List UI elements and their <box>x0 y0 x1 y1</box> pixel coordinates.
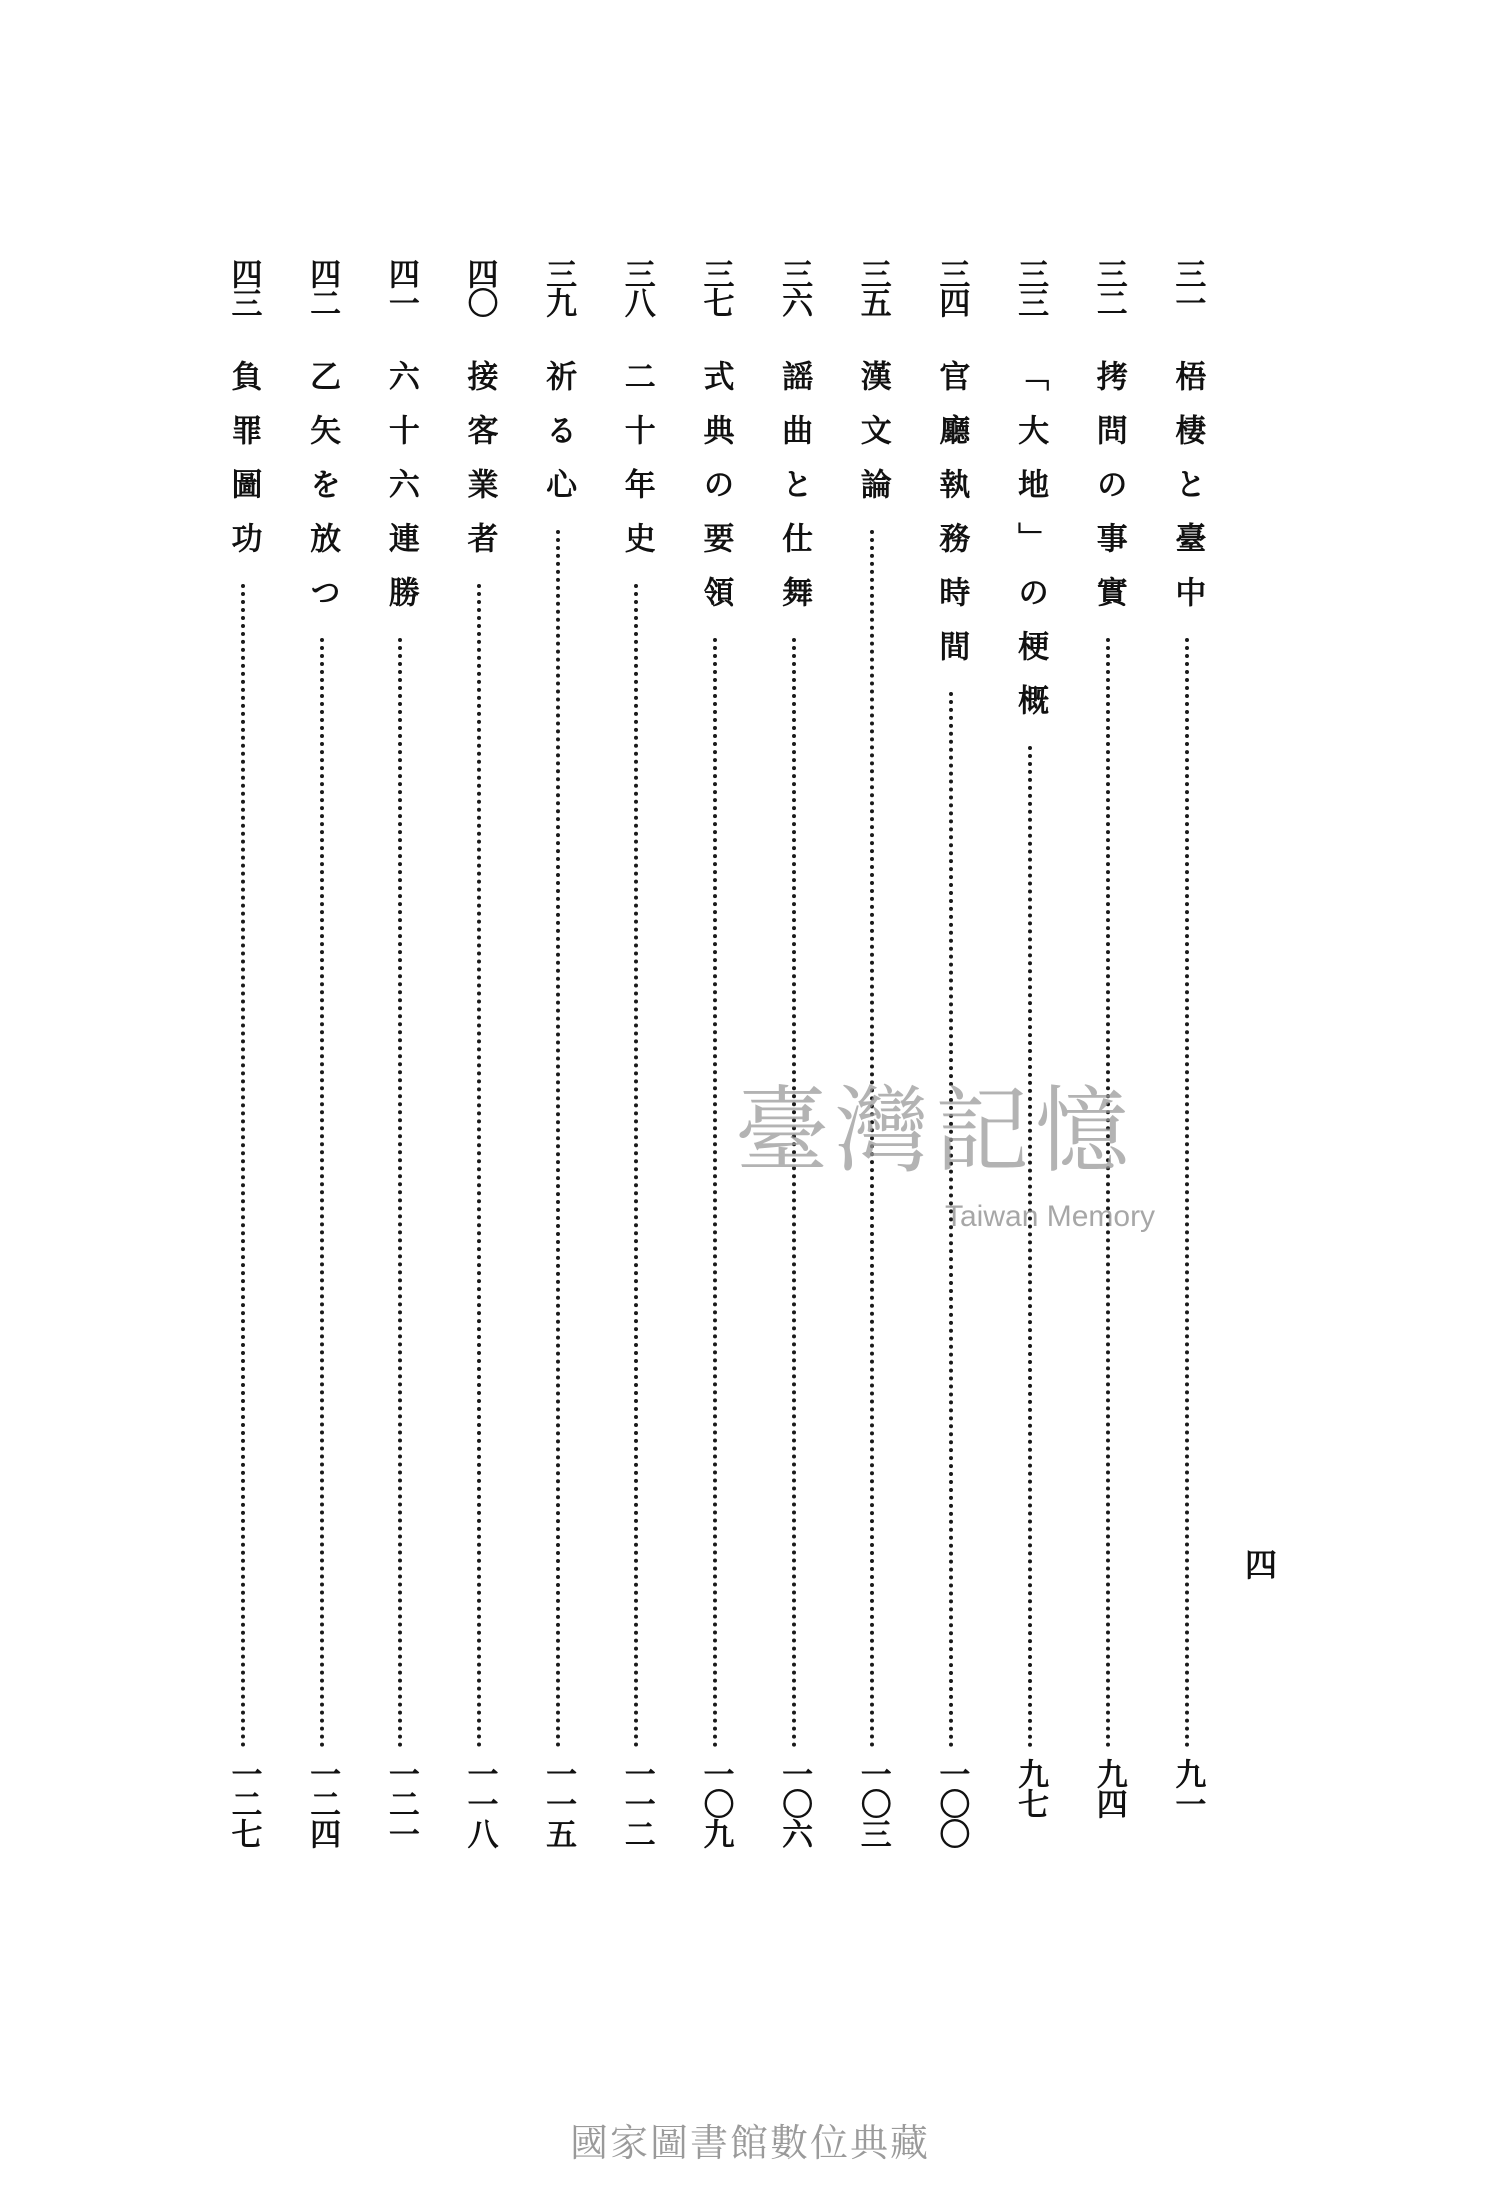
entry-number: 四二 <box>304 258 341 316</box>
entry-number: 三七 <box>697 258 734 316</box>
toc-entry <box>535 258 581 1878</box>
toc-entry <box>692 258 738 1878</box>
entry-page: 一一二 <box>618 1758 655 1848</box>
entry-page: 一〇〇 <box>933 1758 970 1848</box>
entry-title: 梧棲と臺中 <box>1169 360 1206 630</box>
entry-number: 三八 <box>618 258 655 316</box>
watermark <box>735 1077 1205 1255</box>
entry-page: 一二一 <box>382 1758 419 1848</box>
entry-number: 三一 <box>1169 258 1206 316</box>
entry-number: 三九 <box>540 258 577 316</box>
entry-page: 九七 <box>1012 1758 1049 1818</box>
entry-title: 謡曲と仕舞 <box>776 360 813 630</box>
entry-number: 三六 <box>776 258 813 316</box>
entry-page: 一一五 <box>540 1758 577 1848</box>
entry-page: 一〇九 <box>697 1758 734 1848</box>
toc-entry <box>299 258 345 1878</box>
entry-number: 三四 <box>933 258 970 316</box>
entry-page: 九四 <box>1090 1758 1127 1818</box>
dot-leader <box>398 638 402 1748</box>
entry-number: 四一 <box>382 258 419 316</box>
dot-leader <box>241 584 245 1748</box>
dot-leader <box>477 584 481 1748</box>
entry-title: 六十六連勝 <box>382 360 419 630</box>
dot-leader <box>556 530 560 1748</box>
entry-page: 一二四 <box>304 1758 341 1848</box>
toc-entry <box>613 258 659 1878</box>
toc-entry <box>377 258 423 1878</box>
entry-page: 九一 <box>1169 1758 1206 1818</box>
entry-title: 漢文論 <box>854 360 891 522</box>
entry-title: 負罪圖功 <box>225 360 262 576</box>
entry-number: 三二 <box>1090 258 1127 316</box>
toc-entry <box>220 258 266 1878</box>
entry-number: 三三 <box>1012 258 1049 316</box>
entry-number: 四三 <box>225 258 262 316</box>
toc-entry <box>771 258 817 1878</box>
toc-entry <box>1007 258 1053 1878</box>
dot-leader <box>320 638 324 1748</box>
entry-title: 祈る心 <box>540 360 577 522</box>
toc-entry <box>928 258 974 1878</box>
entry-page: 一二七 <box>225 1758 262 1848</box>
entry-number: 四〇 <box>461 258 498 316</box>
watermark-chars: 臺灣記憶 <box>735 1077 1136 1186</box>
entry-title: 接客業者 <box>461 360 498 576</box>
entry-page: 一一八 <box>461 1758 498 1848</box>
entry-title: 官廳執務時間 <box>933 360 970 684</box>
entry-title: 二十年史 <box>618 360 655 576</box>
entry-number: 三五 <box>854 258 891 316</box>
entry-page: 一〇三 <box>854 1758 891 1848</box>
dot-leader <box>713 638 717 1748</box>
page-number: 四 <box>1245 1546 1278 1584</box>
watermark-english: Taiwan Memory <box>945 1200 1156 1233</box>
toc-entry <box>849 258 895 1878</box>
table-of-contents <box>220 258 1210 1878</box>
footer-credit: 國家圖書館數位典藏 <box>569 2121 930 2165</box>
toc-entry <box>456 258 502 1878</box>
dot-leader <box>634 584 638 1748</box>
toc-entry <box>1164 258 1210 1878</box>
entry-title: 拷問の事實 <box>1090 360 1127 630</box>
entry-title: 「大地」の梗概 <box>1012 360 1049 738</box>
entry-title: 式典の要領 <box>697 360 734 630</box>
toc-entry <box>1085 258 1131 1878</box>
entry-title: 乙矢を放つ <box>304 360 341 630</box>
entry-page: 一〇六 <box>776 1758 813 1848</box>
